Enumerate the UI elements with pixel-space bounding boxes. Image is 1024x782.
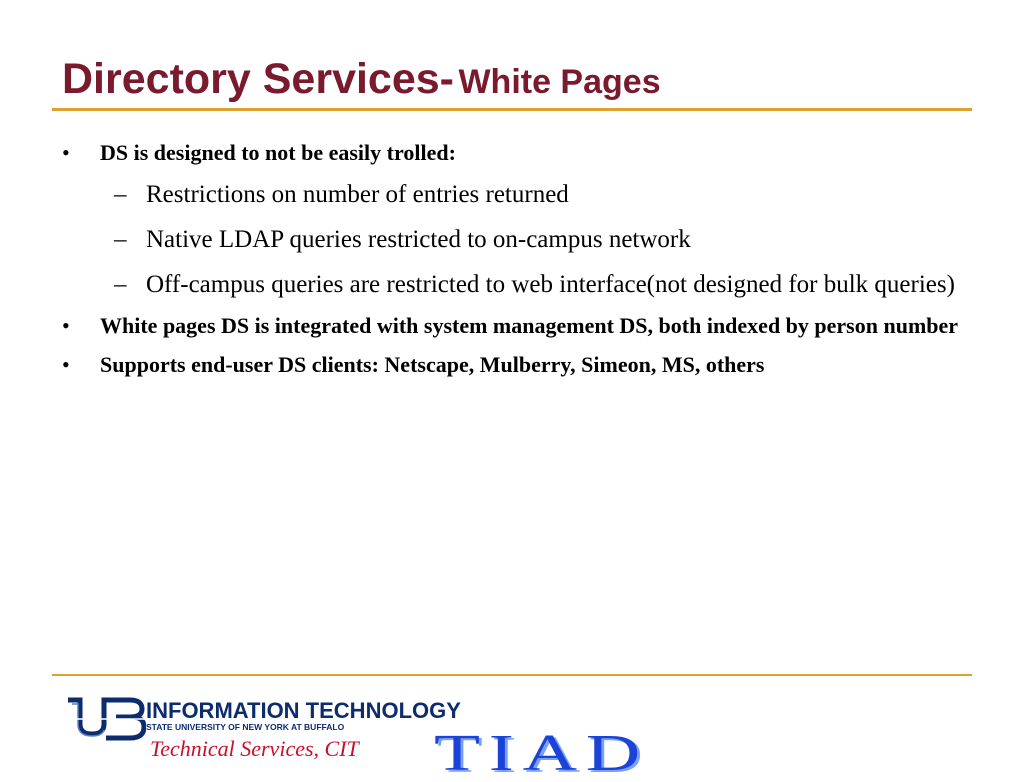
- bullet-text: DS is designed to not be easily trolled:: [100, 140, 456, 165]
- sub-bullet-text: Restrictions on number of entries returned: [146, 181, 569, 208]
- dash-glyph: –: [114, 271, 127, 298]
- bullet-glyph: •: [62, 352, 70, 377]
- slide-title: [62, 55, 661, 103]
- sub-bullet-item: [62, 267, 962, 303]
- sub-bullet-item: [62, 177, 962, 213]
- sub-bullet-text: Native LDAP queries restricted to on-campus network: [146, 226, 691, 253]
- suny-label: STATE UNIVERSITY OF NEW YORK AT BUFFALO: [146, 722, 345, 732]
- title-divider: [52, 108, 972, 111]
- bullet-item: [62, 348, 962, 381]
- dash-glyph: –: [114, 181, 127, 208]
- bullet-glyph: •: [62, 140, 70, 165]
- dash-glyph: –: [114, 226, 127, 253]
- sub-bullet-text: Off-campus queries are restricted to web interface(not designed for bulk queries): [146, 271, 955, 298]
- bullet-item: [62, 309, 962, 342]
- slide-title-main: Directory Services-: [62, 55, 454, 103]
- bullet-item: [62, 136, 962, 169]
- cit-label: Technical Services, CIT: [150, 736, 359, 761]
- bullet-list: [62, 136, 962, 381]
- bullet-text: White pages DS is integrated with system management DS, both indexed by person number: [100, 313, 959, 338]
- it-label: INFORMATION TECHNOLOGY: [146, 698, 461, 723]
- footer-divider: [52, 674, 972, 676]
- sub-bullet-item: [62, 222, 962, 258]
- bullet-text: Supports end-user DS clients: Netscape, Mulberry, Simeon, MS, others: [100, 352, 765, 377]
- slide-title-sub: White Pages: [458, 63, 661, 101]
- tiad-logo: TIAD: [434, 725, 649, 782]
- bullet-glyph: •: [62, 313, 70, 338]
- ub-logo-icon: [66, 696, 146, 742]
